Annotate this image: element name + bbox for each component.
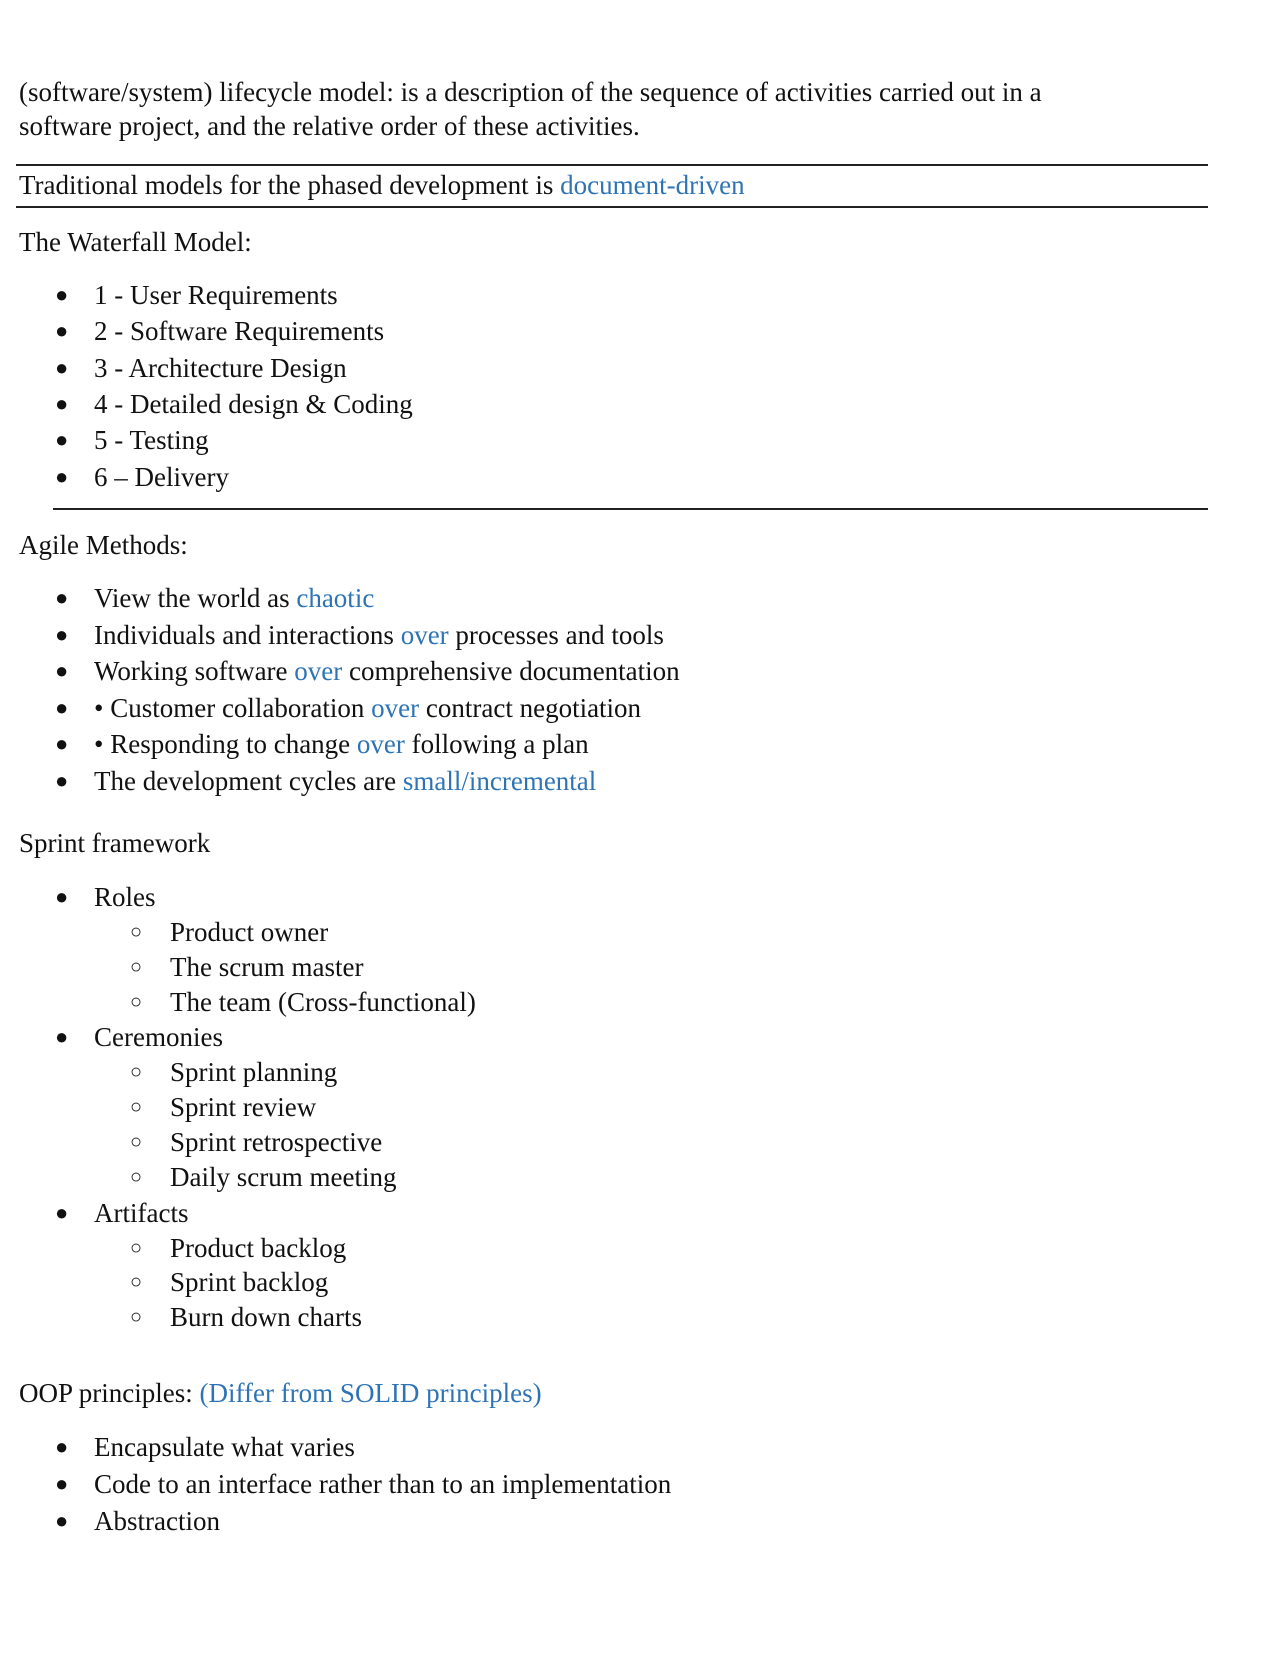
circle-bullet-icon: ○	[130, 921, 143, 943]
circle-bullet-icon: ○	[130, 990, 143, 1013]
bullet-icon: ●	[55, 768, 69, 793]
traditional-highlight: document-driven	[560, 170, 745, 200]
agile-item-text: The development cycles are	[94, 766, 403, 796]
agile-item	[94, 654, 680, 688]
oop-heading: OOP principles:	[19, 1378, 200, 1408]
bullet-icon: ●	[55, 1471, 69, 1496]
intro-line-2: software project, and the relative order of these activities.	[19, 111, 640, 141]
bullet-icon: ●	[55, 621, 69, 647]
agile-item-text: • Responding to change	[94, 729, 357, 760]
waterfall-item: 3 - Architecture Design	[94, 352, 347, 383]
sprint-group-ceremonies: Ceremonies	[94, 1022, 223, 1053]
agile-item-highlight: chaotic	[296, 583, 375, 613]
bullet-icon: ●	[55, 1508, 69, 1533]
circle-bullet-icon: ○	[130, 1061, 143, 1084]
sprint-sub-item: The scrum master	[170, 951, 364, 982]
agile-item	[94, 727, 589, 761]
circle-bullet-icon: ○	[130, 1165, 143, 1188]
agile-item-highlight: over	[294, 656, 343, 687]
bullet-icon: ●	[55, 585, 69, 610]
waterfall-item: 4 - Detailed design & Coding	[94, 388, 413, 419]
waterfall-item: 2 - Software Requirements	[94, 316, 385, 347]
agile-item	[94, 618, 664, 652]
agile-item-text: View the world as	[94, 583, 297, 613]
sprint-heading: Sprint framework	[19, 828, 211, 858]
sprint-sub-item: Sprint retrospective	[170, 1127, 383, 1157]
bullet-icon: ●	[55, 1199, 69, 1225]
agile-item-text: contract negotiation	[419, 692, 642, 723]
bullet-icon: ●	[55, 354, 69, 380]
agile-item-highlight: over	[400, 619, 449, 650]
circle-bullet-icon: ○	[130, 1306, 143, 1329]
sprint-sub-item: Sprint planning	[170, 1057, 338, 1088]
bullet-icon: ●	[55, 390, 69, 416]
sprint-sub-item: Product backlog	[170, 1232, 347, 1263]
sprint-sub-item: Daily scrum meeting	[170, 1161, 397, 1192]
agile-item-text: • Customer collaboration	[94, 692, 372, 723]
bullet-icon: ●	[55, 884, 69, 909]
rule-waterfall-end	[53, 508, 1208, 510]
agile-item-text: Individuals and interactions	[94, 619, 401, 650]
agile-item-highlight: over	[356, 729, 405, 760]
oop-item: Code to an interface rather than to an implementation	[94, 1469, 672, 1499]
circle-bullet-icon: ○	[130, 1271, 143, 1294]
agile-item-text: processes and tools	[448, 619, 664, 650]
sprint-sub-item: Burn down charts	[170, 1302, 362, 1333]
rule-bottom	[16, 206, 1208, 208]
bullet-icon: ●	[55, 658, 69, 684]
circle-bullet-icon: ○	[130, 1096, 143, 1119]
bullet-icon: ●	[55, 1434, 69, 1459]
sprint-sub-item: Sprint review	[170, 1092, 317, 1123]
agile-item-text: comprehensive documentation	[342, 656, 680, 687]
bullet-icon: ●	[55, 318, 69, 344]
bullet-icon: ●	[55, 282, 69, 307]
sprint-sub-item: Product owner	[170, 917, 329, 947]
circle-bullet-icon: ○	[130, 1236, 143, 1259]
bullet-icon: ●	[55, 1024, 69, 1050]
oop-item: Abstraction	[94, 1506, 220, 1536]
traditional-line	[19, 168, 745, 202]
bullet-icon: ●	[55, 694, 69, 720]
sprint-group-roles: Roles	[94, 882, 156, 912]
rule-top	[16, 164, 1208, 166]
oop-note: (Differ from SOLID principles)	[199, 1378, 542, 1408]
sprint-group-artifacts: Artifacts	[94, 1197, 189, 1228]
circle-bullet-icon: ○	[130, 955, 143, 978]
circle-bullet-icon: ○	[130, 1131, 143, 1153]
agile-item	[94, 581, 374, 615]
bullet-icon: ●	[55, 731, 69, 757]
agile-item-highlight: over	[371, 692, 420, 723]
oop-item: Encapsulate what varies	[94, 1432, 355, 1462]
agile-heading: Agile Methods:	[19, 530, 188, 560]
agile-item-highlight: small/incremental	[402, 766, 597, 796]
waterfall-item: 1 - User Requirements	[94, 280, 338, 310]
agile-item-text: Working software	[94, 656, 295, 687]
intro-line-1: (software/system) lifecycle model: is a description of the sequence of activities carried out in a	[19, 77, 1042, 107]
waterfall-heading: The Waterfall Model:	[19, 227, 252, 257]
waterfall-item: 5 - Testing	[94, 425, 209, 456]
agile-item-text: following a plan	[404, 729, 589, 760]
bullet-icon: ●	[55, 463, 69, 489]
traditional-prefix: Traditional models for the phased development is	[19, 170, 561, 200]
agile-item	[94, 764, 596, 798]
sprint-sub-item: Sprint backlog	[170, 1267, 329, 1298]
agile-item	[94, 691, 641, 725]
bullet-icon: ●	[55, 427, 69, 453]
waterfall-item: 6 – Delivery	[94, 461, 229, 492]
oop-heading-line	[19, 1376, 542, 1410]
sprint-sub-item: The team (Cross-functional)	[170, 986, 476, 1017]
